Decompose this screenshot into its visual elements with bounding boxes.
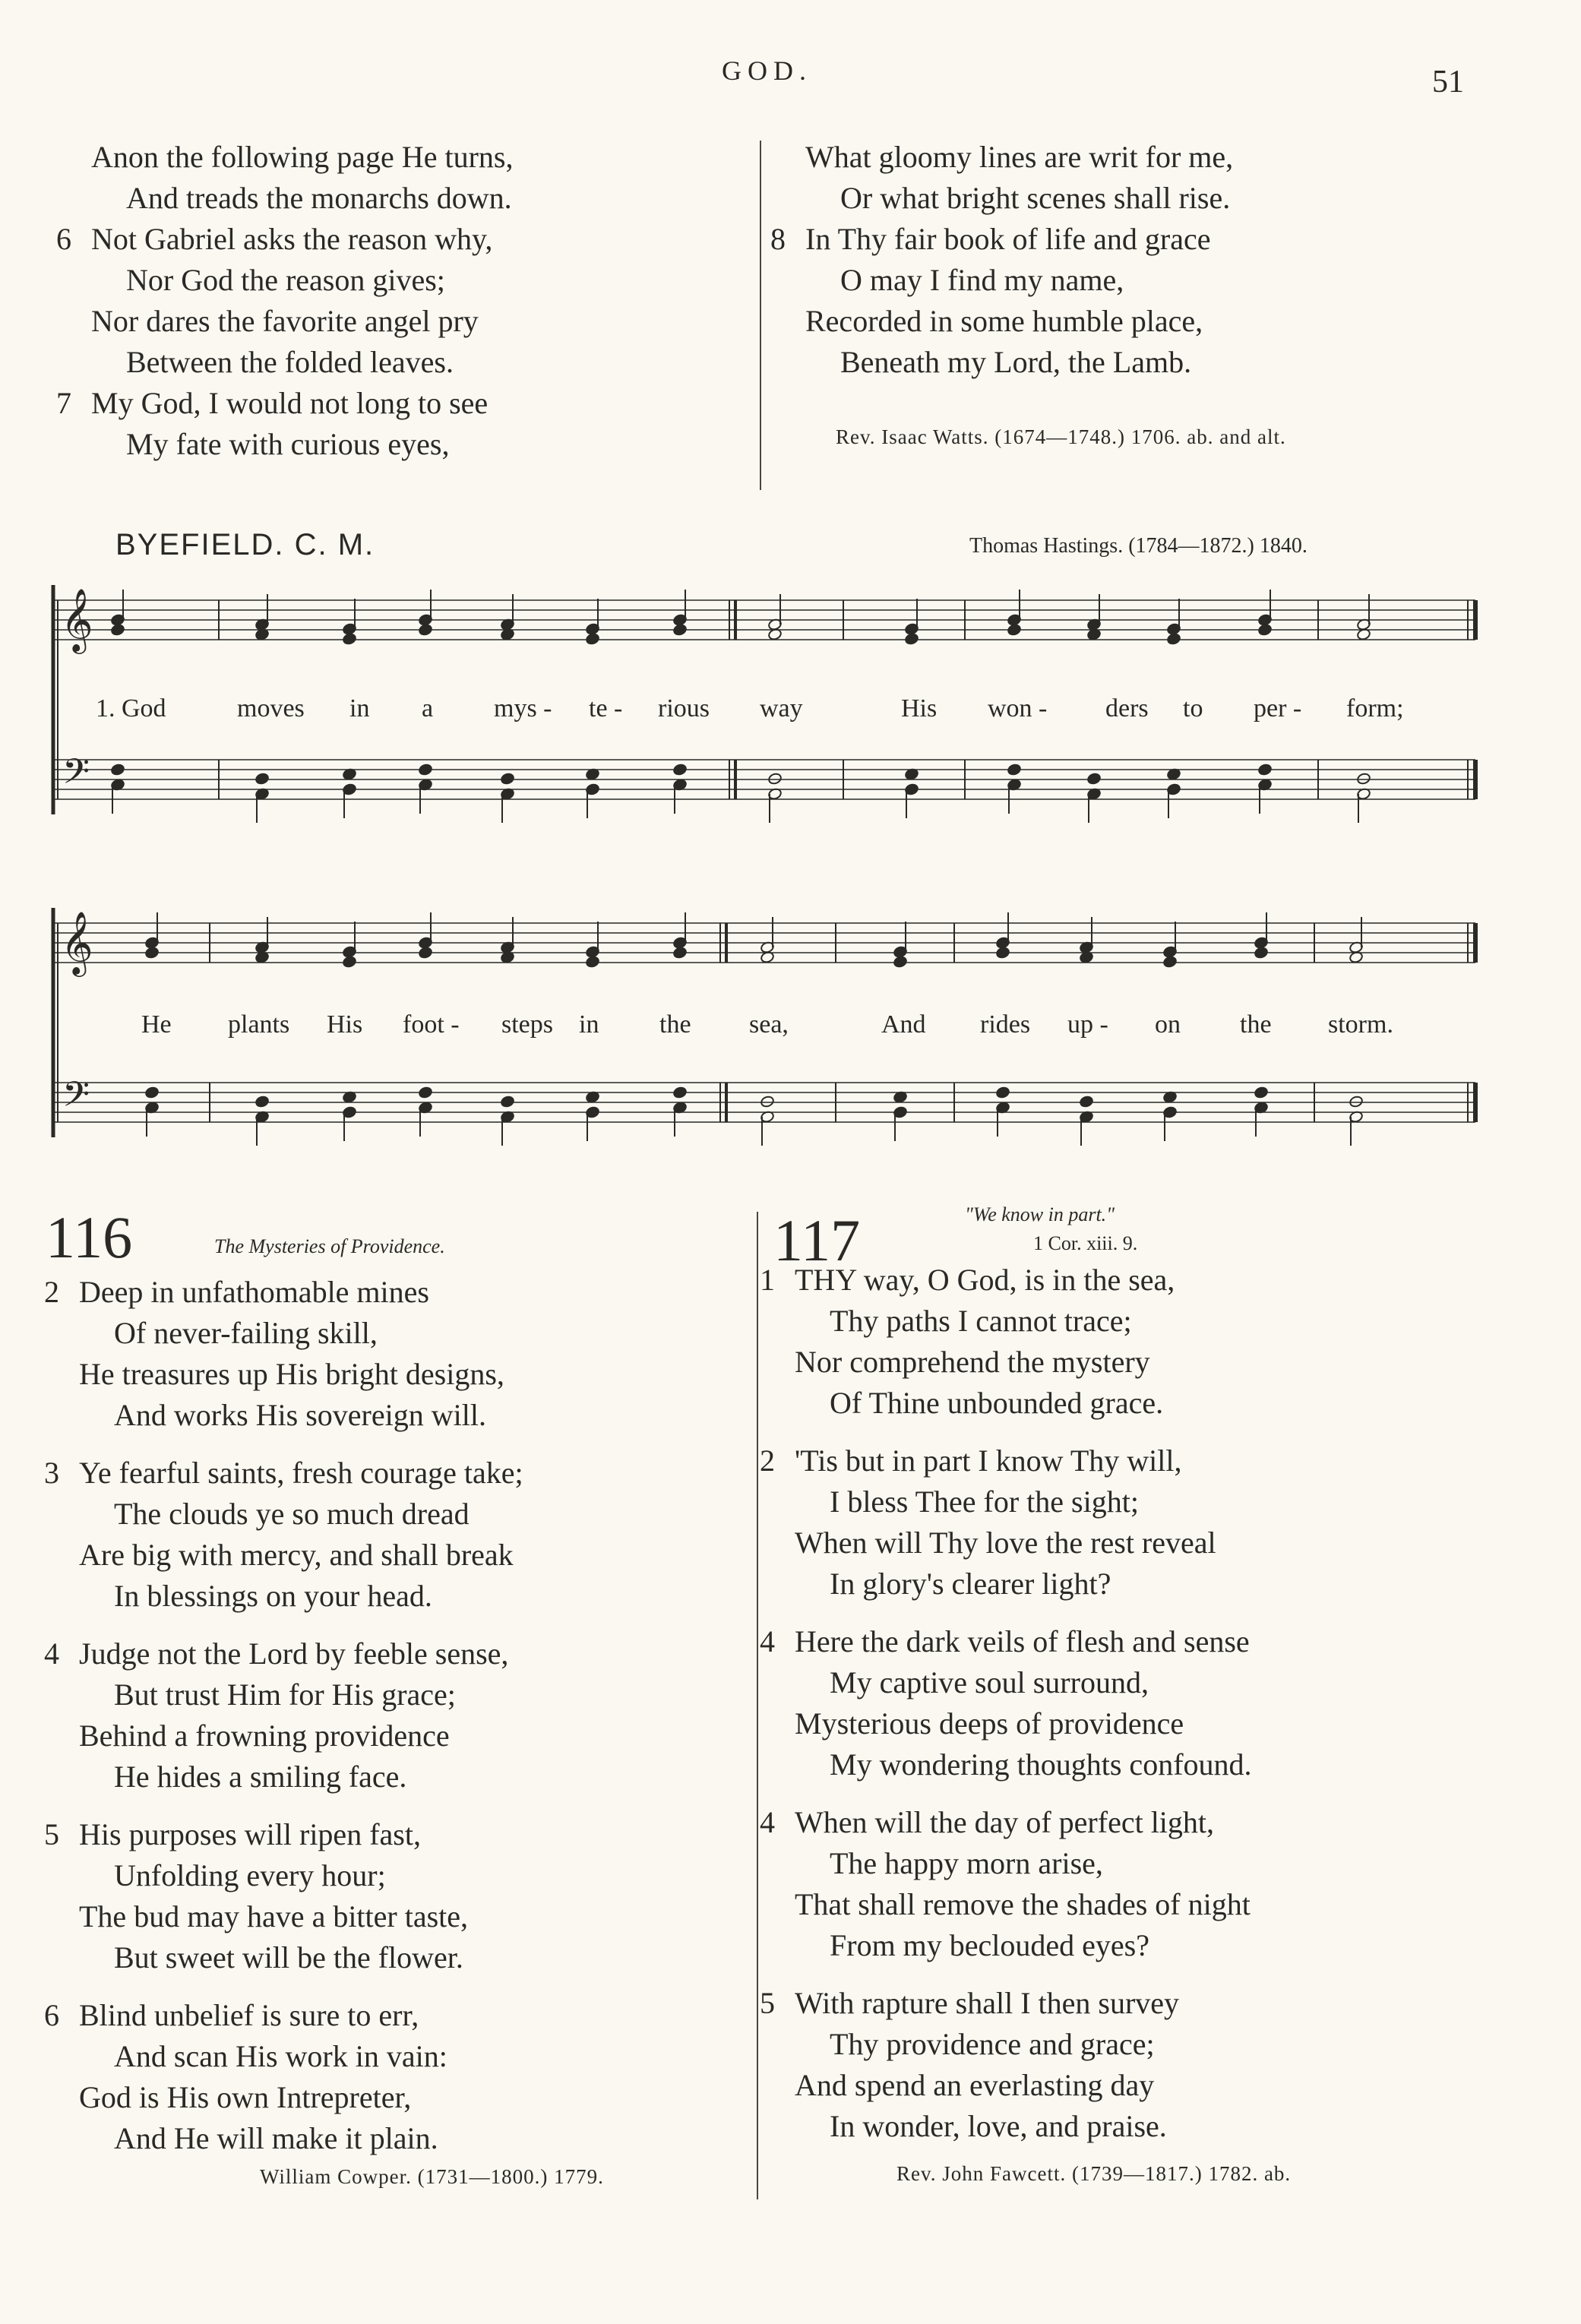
verse-line bbox=[79, 1313, 523, 1354]
verse-text: 'Tis but in part I know Thy will, bbox=[795, 1443, 1182, 1478]
treble-clef-icon: 𝄞 bbox=[61, 587, 93, 651]
quarter-note bbox=[1166, 633, 1181, 646]
verse-number: 5 bbox=[44, 1817, 59, 1851]
verse-text: Not Gabriel asks the reason why, bbox=[91, 222, 493, 256]
quarter-note bbox=[995, 947, 1010, 960]
verse-number: 6 bbox=[44, 1998, 59, 2032]
quarter-note bbox=[672, 764, 687, 776]
attribution-watts: Rev. Isaac Watts. (1674—1748.) 1706. ab. and alt. bbox=[836, 425, 1286, 448]
quarter-note bbox=[1079, 1096, 1093, 1108]
quarter-note bbox=[1254, 947, 1268, 960]
verse-text: Nor comprehend the mystery bbox=[795, 1345, 1150, 1379]
verse-number: 4 bbox=[760, 1805, 775, 1839]
verse-line bbox=[795, 1564, 1252, 1605]
verse-text: What gloomy lines are writ for me, bbox=[805, 140, 1234, 174]
verse-line bbox=[795, 2065, 1252, 2106]
verse-text: That shall remove the shades of night bbox=[795, 1887, 1251, 1921]
verse-number: 7 bbox=[56, 386, 71, 420]
half-note bbox=[1356, 773, 1371, 786]
bass-clef-icon: 𝄢 bbox=[62, 1074, 90, 1124]
quarter-note bbox=[1086, 773, 1101, 786]
verse-text: God is His own Intrepreter, bbox=[79, 2080, 412, 2114]
verse-number: 4 bbox=[44, 1636, 59, 1671]
verse-text: Here the dark veils of flesh and sense bbox=[795, 1624, 1250, 1658]
verse-line bbox=[44, 1814, 523, 1855]
verse-line bbox=[760, 1621, 1252, 1662]
quarter-note bbox=[144, 1086, 159, 1099]
verse-text: His purposes will ripen fast, bbox=[79, 1817, 421, 1851]
column-divider-lower bbox=[757, 1212, 758, 2199]
verse-line bbox=[795, 1925, 1252, 1966]
verse-line bbox=[795, 1843, 1252, 1884]
hymn-number-116: 116 bbox=[46, 1204, 133, 1270]
quarter-note bbox=[1254, 1086, 1268, 1099]
verse-line bbox=[44, 1272, 523, 1313]
hymn-number-117: 117 bbox=[773, 1207, 861, 1273]
verse-text: But trust Him for His grace; bbox=[114, 1677, 456, 1712]
lyric-syllable: a bbox=[422, 694, 434, 722]
verse-line bbox=[795, 1703, 1252, 1744]
verse-text: Unfolding every hour; bbox=[114, 1858, 386, 1892]
lyric-syllable: up - bbox=[1067, 1010, 1108, 1039]
verse-line bbox=[795, 1662, 1252, 1703]
verse-text: The clouds ye so much dread bbox=[114, 1497, 470, 1531]
verse-line bbox=[795, 2106, 1252, 2147]
verse-text: Recorded in some humble place, bbox=[805, 304, 1203, 338]
quarter-note bbox=[672, 947, 687, 960]
verse-line bbox=[760, 1802, 1252, 1843]
verse-text: He treasures up His bright designs, bbox=[79, 1357, 504, 1391]
verse-text: Judge not the Lord by feeble sense, bbox=[79, 1636, 509, 1671]
quarter-note bbox=[500, 773, 514, 786]
verse-line bbox=[79, 1674, 523, 1715]
lyric-syllable: way bbox=[760, 694, 803, 722]
attribution-cowper: William Cowper. (1731—1800.) 1779. bbox=[260, 2165, 604, 2188]
hymn-116-verses bbox=[44, 1272, 523, 2159]
verse-text: My God, I would not long to see bbox=[91, 386, 489, 420]
verse-text: He hides a smiling face. bbox=[114, 1760, 407, 1794]
verse-number: 5 bbox=[760, 1986, 775, 2020]
lyric-syllable: ders bbox=[1105, 694, 1149, 722]
quarter-note bbox=[418, 624, 432, 637]
quarter-note bbox=[255, 773, 269, 786]
verse-line bbox=[44, 1453, 523, 1494]
verse-number: 4 bbox=[760, 1624, 775, 1658]
verse-text: Are big with mercy, and shall break bbox=[79, 1538, 514, 1572]
quarter-note bbox=[585, 956, 599, 969]
lyric-syllable: the bbox=[1240, 1010, 1272, 1039]
verse-line bbox=[79, 1354, 523, 1395]
quarter-note bbox=[904, 633, 919, 646]
lyric-syllable: in bbox=[349, 694, 370, 722]
verse-text: And He will make it plain. bbox=[114, 2121, 438, 2155]
verse-text: From my beclouded eyes? bbox=[830, 1928, 1149, 1962]
lyric-syllable: And bbox=[881, 1010, 926, 1039]
verse-text: But sweet will be the flower. bbox=[114, 1940, 463, 1975]
quarter-note bbox=[110, 624, 125, 637]
verse-text: In glory's clearer light? bbox=[830, 1567, 1111, 1601]
verse-line bbox=[79, 1715, 523, 1756]
lyric-syllable: on bbox=[1155, 1010, 1181, 1039]
verse-line bbox=[79, 2036, 523, 2077]
lyric-syllable: te - bbox=[589, 694, 623, 722]
verse-text: Of Thine unbounded grace. bbox=[830, 1386, 1164, 1420]
page-title: GOD. bbox=[722, 55, 812, 86]
verse-text: My wondering thoughts confound. bbox=[830, 1747, 1252, 1782]
verse-text: O may I find my name, bbox=[840, 263, 1124, 297]
half-note bbox=[1349, 1096, 1363, 1108]
lyric-syllable: form; bbox=[1346, 694, 1404, 722]
verse-line bbox=[795, 1342, 1252, 1383]
quarter-note bbox=[418, 947, 432, 960]
verse-text: And works His sovereign will. bbox=[114, 1398, 486, 1432]
verse-text: Behind a frowning providence bbox=[79, 1718, 450, 1753]
lyric-syllable: steps bbox=[501, 1010, 553, 1039]
verse-text: My captive soul surround, bbox=[830, 1665, 1149, 1700]
verse-line bbox=[44, 1633, 523, 1674]
verse-text: And spend an everlasting day bbox=[795, 2068, 1155, 2102]
verse-line bbox=[79, 2077, 523, 2118]
lyric-syllable: mys - bbox=[494, 694, 552, 722]
bass-clef-icon: 𝄢 bbox=[62, 751, 90, 801]
verse-text: Deep in unfathomable mines bbox=[79, 1275, 429, 1309]
verse-line bbox=[795, 1383, 1252, 1424]
verse-line bbox=[79, 1395, 523, 1436]
tune-name: BYEFIELD. C. M. bbox=[115, 528, 375, 561]
lyric-syllable: 1. God bbox=[96, 694, 166, 722]
verse-text: My fate with curious eyes, bbox=[126, 427, 450, 461]
lyric-syllable: rious bbox=[658, 694, 710, 722]
lyric-syllable: His bbox=[901, 694, 938, 722]
verse-line bbox=[79, 1535, 523, 1576]
quarter-note bbox=[672, 1086, 687, 1099]
verse-text: In blessings on your head. bbox=[114, 1579, 432, 1613]
verse-text: Of never-failing skill, bbox=[114, 1316, 378, 1350]
hymn-116-subtitle: The Mysteries of Providence. bbox=[214, 1235, 445, 1257]
verse-line bbox=[795, 1301, 1252, 1342]
quarter-note bbox=[1162, 956, 1177, 969]
verse-text: And scan His work in vain: bbox=[114, 2039, 447, 2073]
quarter-note bbox=[255, 1096, 269, 1108]
verse-text: I bless Thee for the sight; bbox=[830, 1485, 1139, 1519]
verse-text: Ye fearful saints, fresh courage take; bbox=[79, 1456, 523, 1490]
lyric-syllable: moves bbox=[237, 694, 305, 722]
verse-text: Nor dares the favorite angel pry bbox=[91, 304, 479, 338]
tune-composer: Thomas Hastings. (1784—1872.) 1840. bbox=[969, 534, 1307, 558]
verse-line bbox=[760, 1260, 1252, 1301]
verse-line bbox=[79, 1494, 523, 1535]
verse-text: In Thy fair book of life and grace bbox=[805, 222, 1211, 256]
verse-line bbox=[795, 2024, 1252, 2065]
verse-text: When will Thy love the rest reveal bbox=[795, 1526, 1216, 1560]
quarter-note bbox=[500, 1096, 514, 1108]
lyric-syllable: to bbox=[1183, 694, 1203, 722]
lyric-syllable: He bbox=[141, 1010, 172, 1039]
verse-line bbox=[79, 1855, 523, 1896]
verse-text: Blind unbelief is sure to err, bbox=[79, 1998, 419, 2032]
verse-line bbox=[795, 1744, 1252, 1785]
lyric-syllable: plants bbox=[228, 1010, 290, 1039]
quarter-note bbox=[418, 764, 432, 776]
lyric-syllable: per - bbox=[1254, 694, 1302, 722]
verse-text: Between the folded leaves. bbox=[126, 345, 454, 379]
verse-number: 2 bbox=[760, 1443, 775, 1478]
verse-text: Nor God the reason gives; bbox=[126, 263, 445, 297]
page-number: 51 bbox=[1432, 65, 1464, 100]
verse-number: 8 bbox=[770, 222, 786, 256]
verse-line bbox=[760, 1440, 1252, 1481]
verse-text: Anon the following page He turns, bbox=[91, 140, 514, 174]
verse-line bbox=[44, 1995, 523, 2036]
verse-line bbox=[795, 1481, 1252, 1522]
verse-text: With rapture shall I then survey bbox=[795, 1986, 1180, 2020]
verse-number: 3 bbox=[44, 1456, 59, 1490]
quarter-note bbox=[672, 624, 687, 637]
quarter-note bbox=[1007, 764, 1021, 776]
hymn-117-subtitle: "We know in part." bbox=[965, 1203, 1115, 1225]
lyric-syllable: in bbox=[579, 1010, 599, 1039]
verse-text: Thy providence and grace; bbox=[830, 2027, 1155, 2061]
hymn-117-verses bbox=[760, 1260, 1252, 2147]
quarter-note bbox=[110, 764, 125, 776]
verse-text: The happy morn arise, bbox=[830, 1846, 1103, 1880]
half-note bbox=[760, 1096, 774, 1108]
verse-number: 6 bbox=[56, 222, 71, 256]
verse-text: The bud may have a bitter taste, bbox=[79, 1899, 469, 1934]
quarter-note bbox=[342, 956, 356, 969]
verse-line bbox=[795, 1522, 1252, 1564]
verse-text: Beneath my Lord, the Lamb. bbox=[840, 345, 1192, 379]
verse-text: Thy paths I cannot trace; bbox=[830, 1304, 1132, 1338]
quarter-note bbox=[995, 1086, 1010, 1099]
quarter-note bbox=[1257, 764, 1272, 776]
verse-line bbox=[760, 1983, 1252, 2024]
verse-text: Mysterious deeps of providence bbox=[795, 1706, 1184, 1741]
lyric-syllable: His bbox=[327, 1010, 363, 1039]
verse-line bbox=[79, 2118, 523, 2159]
verse-line bbox=[79, 1896, 523, 1937]
treble-clef-icon: 𝄞 bbox=[61, 910, 93, 974]
quarter-note bbox=[1257, 624, 1272, 637]
quarter-note bbox=[1007, 624, 1021, 637]
quarter-note bbox=[342, 633, 356, 646]
verse-line bbox=[795, 1884, 1252, 1925]
lyric-syllable: foot - bbox=[403, 1010, 460, 1039]
attribution-fawcett: Rev. John Fawcett. (1739—1817.) 1782. ab. bbox=[896, 2162, 1292, 2185]
verse-text: In wonder, love, and praise. bbox=[830, 2109, 1167, 2143]
quarter-note bbox=[144, 947, 159, 960]
lyric-syllable: storm. bbox=[1328, 1010, 1393, 1039]
half-note bbox=[767, 773, 782, 786]
quarter-note bbox=[418, 1086, 432, 1099]
verse-text: When will the day of perfect light, bbox=[795, 1805, 1215, 1839]
lyric-syllable: the bbox=[659, 1010, 691, 1039]
verse-number: 1 bbox=[760, 1263, 775, 1297]
lyric-syllable: sea, bbox=[749, 1010, 789, 1039]
verse-text: Or what bright scenes shall rise. bbox=[840, 181, 1231, 215]
verse-number: 2 bbox=[44, 1275, 59, 1309]
lyric-syllable: won - bbox=[988, 694, 1048, 722]
verse-text: And treads the monarchs down. bbox=[126, 181, 512, 215]
hymn-117-reference: 1 Cor. xiii. 9. bbox=[1033, 1232, 1138, 1254]
verse-line bbox=[79, 1937, 523, 1978]
quarter-note bbox=[585, 633, 599, 646]
verse-line bbox=[79, 1756, 523, 1798]
verse-text: THY way, O God, is in the sea, bbox=[795, 1263, 1175, 1297]
quarter-note bbox=[893, 956, 907, 969]
verse-line bbox=[79, 1576, 523, 1617]
lyric-syllable: rides bbox=[980, 1010, 1031, 1039]
